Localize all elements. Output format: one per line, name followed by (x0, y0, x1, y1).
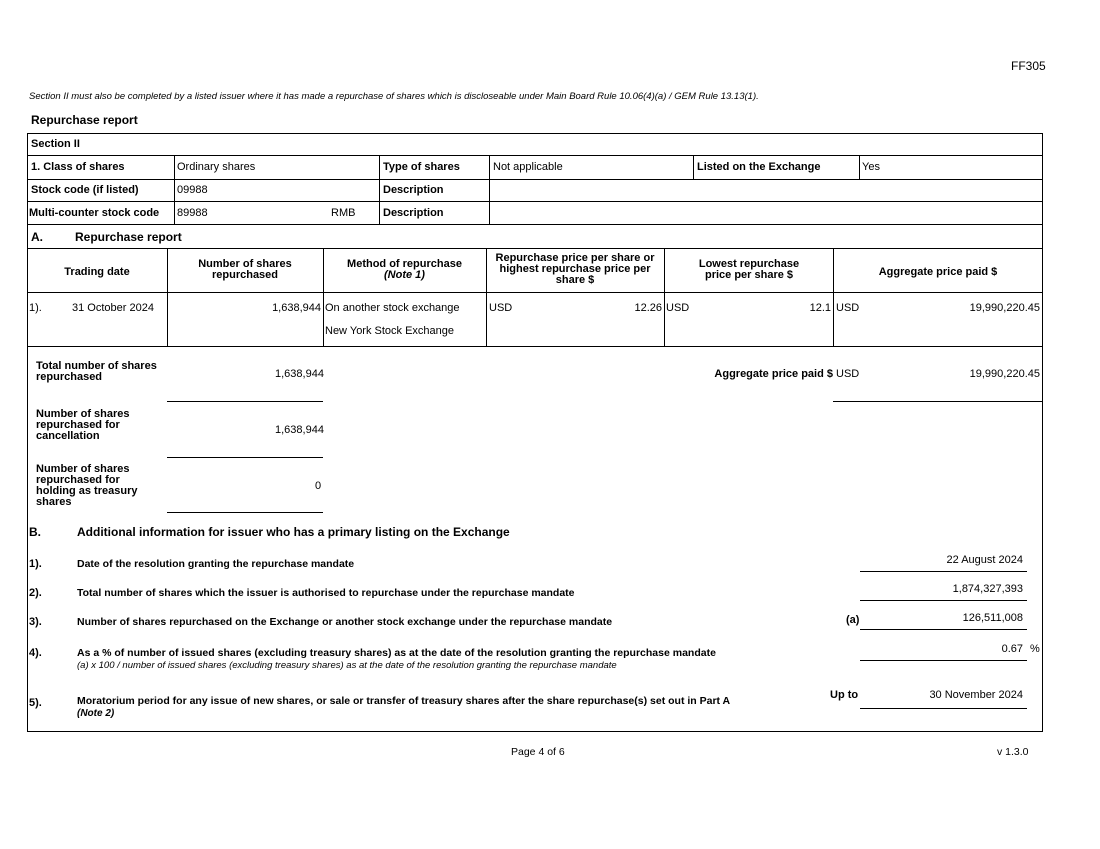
row-lowest: 12.1 (809, 302, 831, 314)
header-trading-date: Trading date (64, 266, 130, 278)
item5-text: Moratorium period for any issue of new shares, or sale or transfer of treasury shares after the share repurchase(s) set out in Part A (77, 695, 731, 707)
treasury-value: 0 (315, 480, 322, 492)
item1-num: 1). (29, 558, 42, 570)
stock-code-value: 09988 (177, 184, 208, 196)
type-label: Type of shares (383, 161, 460, 173)
item2-num: 2). (29, 587, 42, 599)
item4-unit: % (1030, 643, 1040, 655)
header-aggregate: Aggregate price paid $ (878, 266, 998, 278)
description2-label: Description (383, 207, 444, 219)
item4-text: As a % of number of issued shares (excluding treasury shares) as at the date of the resolution granting the repurchase mandate (77, 647, 716, 659)
part-b-letter: B. (29, 525, 41, 539)
item2-value: 1,874,327,393 (952, 583, 1023, 595)
item3-text: Number of shares repurchased on the Exchange or another stock exchange under the repurchase mandate (77, 616, 613, 628)
cancellation-label: Number of shares repurchased for cancellation (36, 408, 130, 442)
stock-code-label: Stock code (if listed) (31, 184, 139, 196)
section-title: Section II (31, 138, 80, 150)
header-price: Repurchase price per share or highest repurchase price per share $ (495, 252, 655, 286)
total-value: 1,638,944 (275, 368, 324, 380)
cancellation-value: 1,638,944 (275, 424, 324, 436)
part-a-letter: A. (31, 230, 43, 244)
total-aggregate-currency: USD (836, 368, 860, 380)
item1-value: 22 August 2024 (946, 554, 1023, 566)
item5-note: (Note 2) (77, 708, 115, 719)
row-exchange: New York Stock Exchange (325, 325, 455, 337)
row-price-currency: USD (489, 302, 513, 314)
row-index: 1). (29, 302, 42, 314)
total-aggregate-label: Aggregate price paid $ (714, 368, 833, 380)
page-number: Page 4 of 6 (511, 746, 565, 758)
multi-counter-currency: RMB (331, 207, 356, 219)
multi-counter-label: Multi-counter stock code (29, 207, 160, 219)
total-label: Total number of shares repurchased (36, 360, 157, 383)
item3-num: 3). (29, 616, 42, 628)
class-label: 1. Class of shares (31, 161, 125, 173)
intro-text: Section II must also be completed by a listed issuer where it has made a repurchase of shares which is discloseable under Main Board Rule 10.06(4)(a) / GEM Rule 13.13(1). (29, 91, 759, 102)
listed-label: Listed on the Exchange (697, 161, 821, 173)
multi-counter-value: 89988 (177, 207, 208, 219)
row-date: 31 October 2024 (72, 302, 154, 314)
part-a-title: Repurchase report (75, 230, 182, 244)
item4-num: 4). (29, 647, 42, 659)
row-method: On another stock exchange (325, 302, 460, 314)
item5-tag: Up to (830, 689, 859, 701)
header-method: Method of repurchase (347, 258, 462, 270)
form-code: FF305 (1011, 59, 1046, 73)
listed-value: Yes (862, 161, 880, 173)
item5-value: 30 November 2024 (929, 689, 1023, 701)
row-aggregate-currency: USD (836, 302, 860, 314)
row-aggregate: 19,990,220.45 (969, 302, 1040, 314)
description-label: Description (383, 184, 444, 196)
treasury-label: Number of shares repurchased for holding as treasury shares (36, 463, 138, 508)
header-method-note: (Note 1) (384, 269, 425, 281)
row-lowest-currency: USD (666, 302, 690, 314)
row-number: 1,638,944 (272, 302, 321, 314)
type-value: Not applicable (493, 161, 563, 173)
class-value: Ordinary shares (177, 161, 256, 173)
header-number-of-shares: Number of shares repurchased (198, 258, 292, 281)
row-price: 12.26 (634, 302, 662, 314)
total-aggregate-value: 19,990,220.45 (969, 368, 1040, 380)
part-b-title: Additional information for issuer who has a primary listing on the Exchange (77, 525, 510, 539)
version: v 1.3.0 (997, 746, 1029, 758)
item4-value: 0.67 (1001, 643, 1023, 655)
item1-text: Date of the resolution granting the repurchase mandate (77, 558, 355, 570)
item5-num: 5). (29, 697, 42, 709)
item4-subtext: (a) x 100 / number of issued shares (excluding treasury shares) as at the date of the resolution granting the repurchase mandate (77, 660, 617, 671)
item3-value: 126,511,008 (962, 612, 1023, 624)
item3-tag: (a) (846, 614, 860, 626)
header-lowest-price: Lowest repurchase price per share $ (698, 258, 800, 281)
item2-text: Total number of shares which the issuer is authorised to repurchase under the repurchase mandate (77, 587, 575, 599)
report-title: Repurchase report (31, 113, 138, 127)
